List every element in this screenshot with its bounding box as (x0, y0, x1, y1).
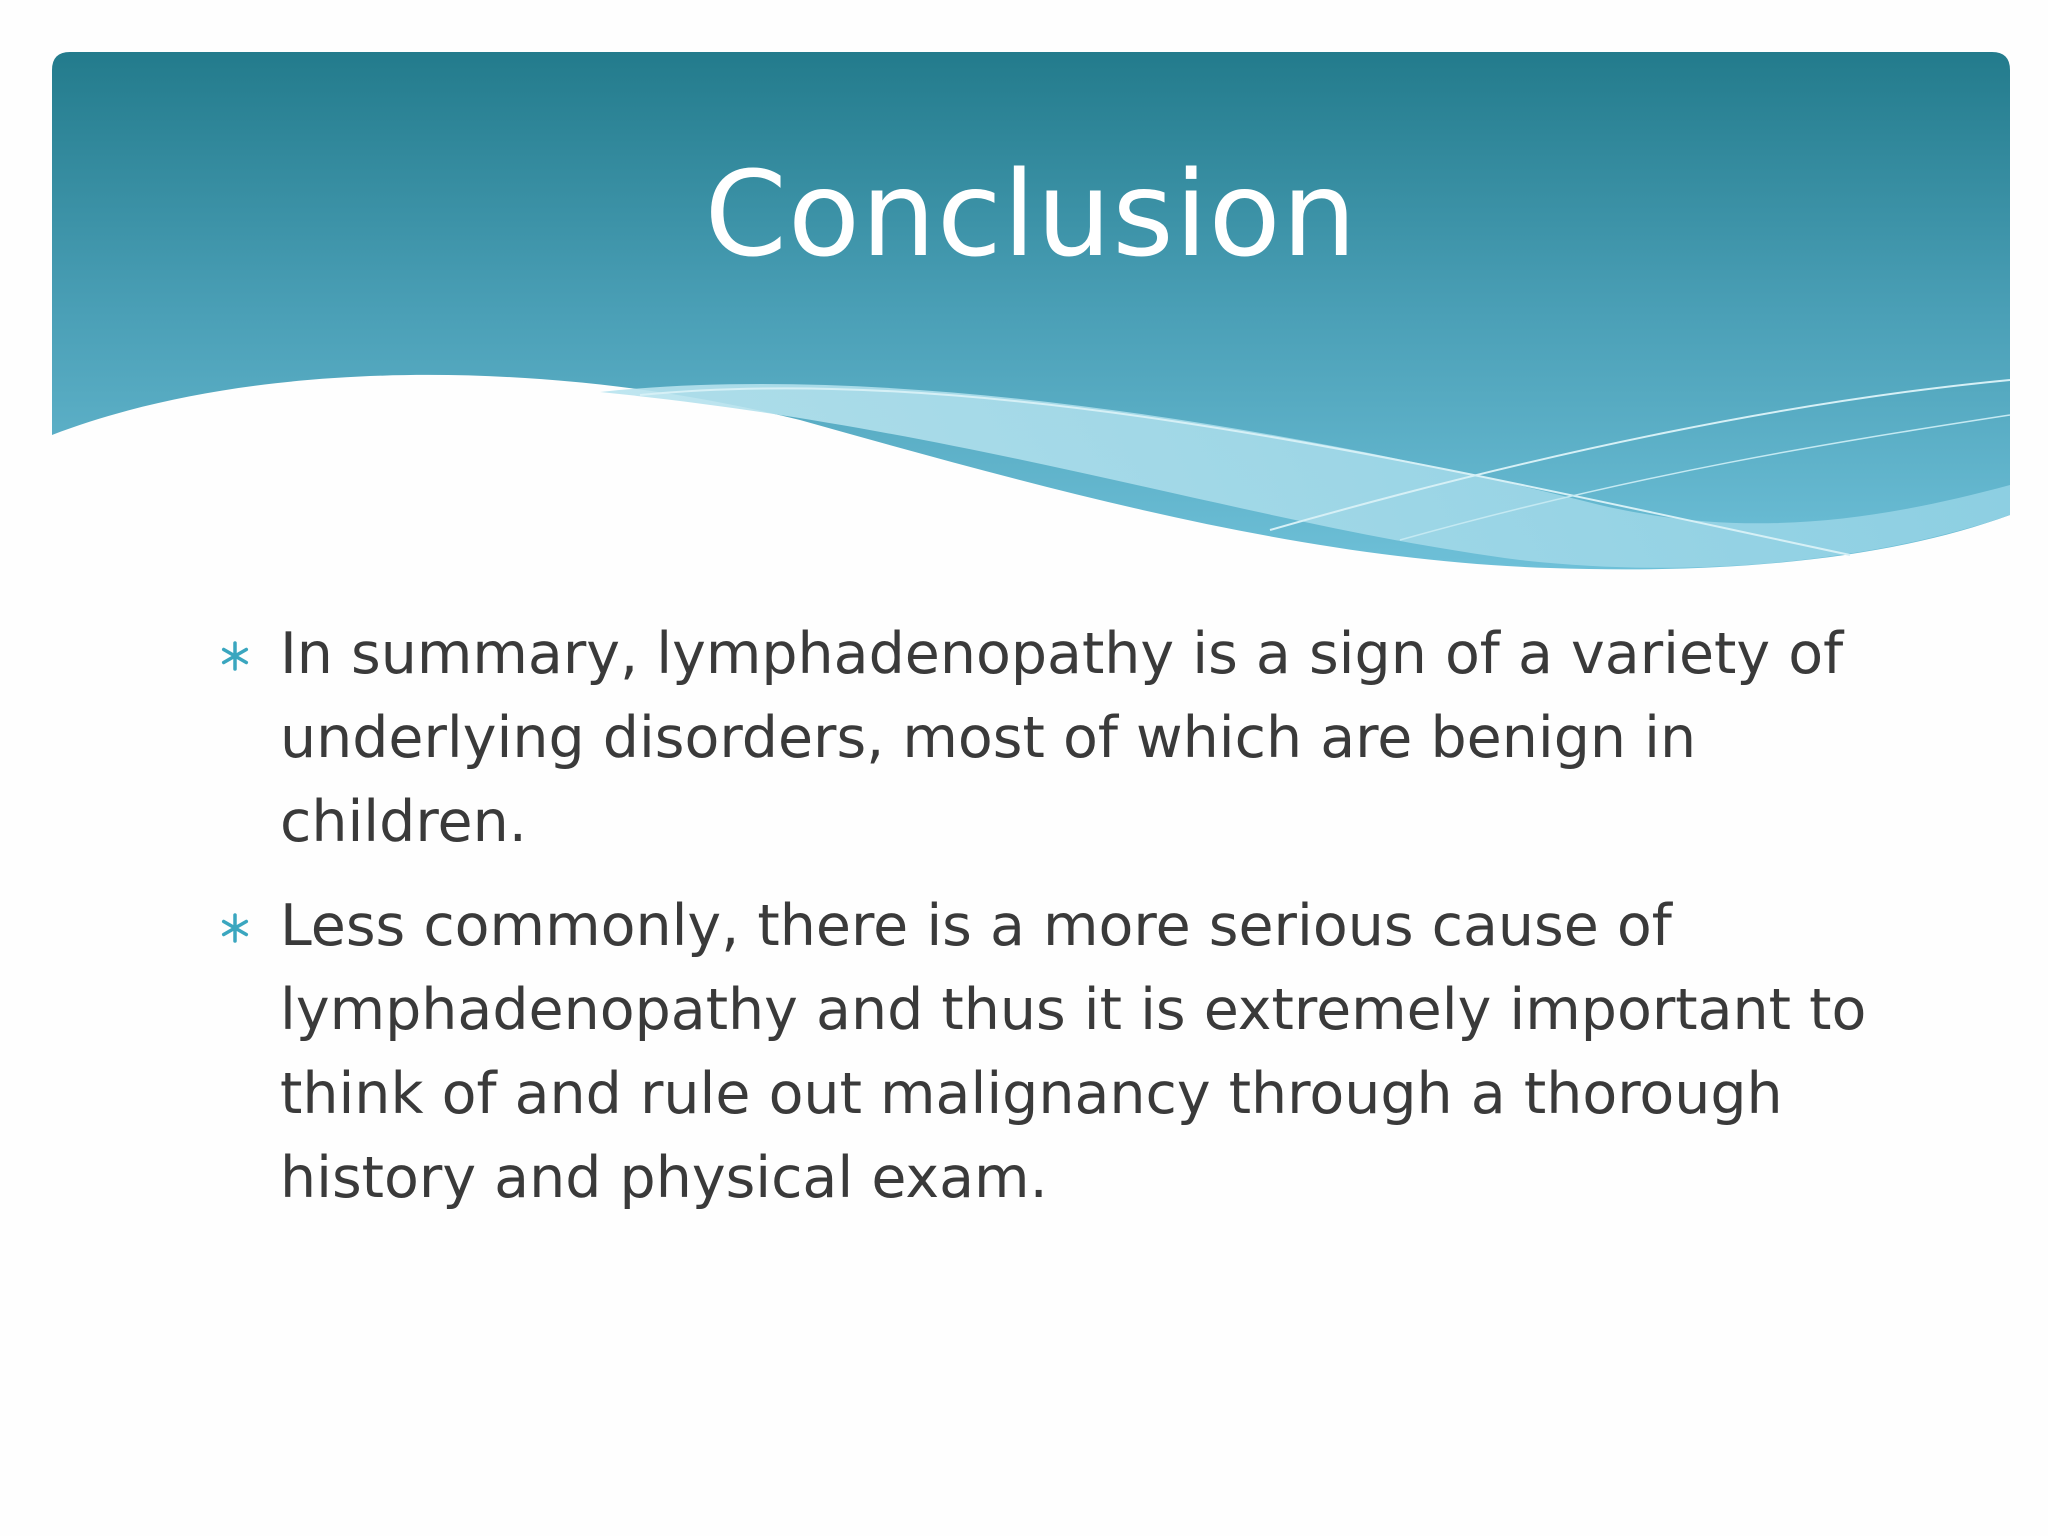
header-band (52, 52, 2010, 569)
slide-title: Conclusion (704, 145, 1358, 283)
asterisk-bullet-icon (210, 884, 260, 968)
bullet-item (210, 612, 1910, 864)
bullet-list (210, 612, 1910, 1240)
asterisk-bullet-icon (210, 612, 260, 696)
bullet-text: Less commonly, there is a more serious cause of lymphadenopathy and thus it is extremely important to think of and rule out malignancy through a thorough history and physical exam. (280, 893, 1867, 1211)
header-wave-background (0, 0, 2048, 600)
bullet-text: In summary, lymphadenopathy is a sign of a variety of underlying disorders, most of which are benign in children. (280, 621, 1844, 855)
bullet-item (210, 884, 1910, 1220)
